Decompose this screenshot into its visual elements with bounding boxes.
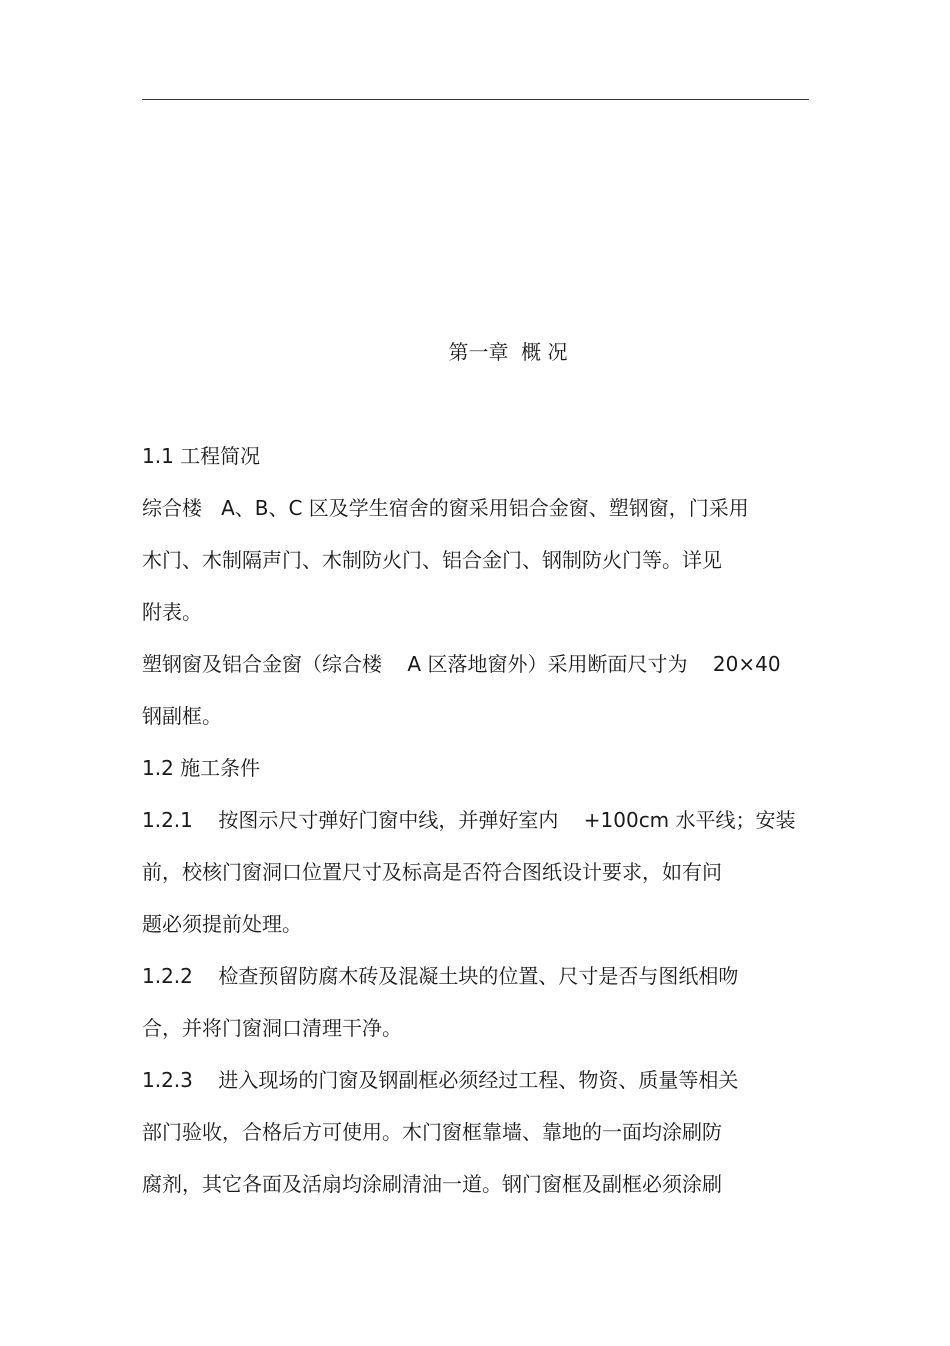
item-text-spacer <box>193 808 218 832</box>
section-heading-1-1: 1.1 工程简况 <box>142 444 261 468</box>
item-1-2-1-first-line <box>142 806 796 834</box>
item-number: 1.2.3 <box>142 1068 193 1092</box>
item-number: 1.2.2 <box>142 964 193 988</box>
paragraph-line: 木门、木制隔声门、木制防火门、铝合金门、钢制防火门等。详见 <box>142 548 722 572</box>
paragraph-line: 综合楼 A、B、C 区及学生宿舍的窗采用铝合金窗、塑钢窗，门采用 <box>142 496 749 520</box>
item-1-2-2-first-line <box>142 962 738 990</box>
item-text: 按图示尺寸弹好门窗中线，并弹好室内 +100cm 水平线；安装 <box>218 808 796 832</box>
item-number: 1.2.1 <box>142 808 193 832</box>
paragraph-line: 塑钢窗及铝合金窗（综合楼 A 区落地窗外）采用断面尺寸为 20×40 <box>142 652 781 676</box>
paragraph-line: 钢副框。 <box>142 704 222 728</box>
item-text-spacer <box>193 1068 218 1092</box>
paragraph-line: 前，校核门窗洞口位置尺寸及标高是否符合图纸设计要求，如有问 <box>142 860 722 884</box>
header-rule <box>142 99 809 100</box>
chapter-title: 第一章 概 况 <box>448 340 568 364</box>
paragraph-line: 题必须提前处理。 <box>142 912 302 936</box>
item-text: 检查预留防腐木砖及混凝土块的位置、尺寸是否与图纸相吻 <box>218 964 739 988</box>
paragraph-line: 附表。 <box>142 600 202 624</box>
item-text-spacer <box>193 964 218 988</box>
paragraph-line: 合，并将门窗洞口清理干净。 <box>142 1016 402 1040</box>
section-heading-1-2: 1.2 施工条件 <box>142 756 261 780</box>
item-1-2-3-first-line <box>142 1066 738 1094</box>
paragraph-line: 部门验收，合格后方可使用。木门窗框靠墙、靠地的一面均涂刷防 <box>142 1120 722 1144</box>
paragraph-line: 腐剂，其它各面及活扇均涂刷清油一道。钢门窗框及副框必须涂刷 <box>142 1172 722 1196</box>
item-text: 进入现场的门窗及钢副框必须经过工程、物资、质量等相关 <box>218 1068 739 1092</box>
